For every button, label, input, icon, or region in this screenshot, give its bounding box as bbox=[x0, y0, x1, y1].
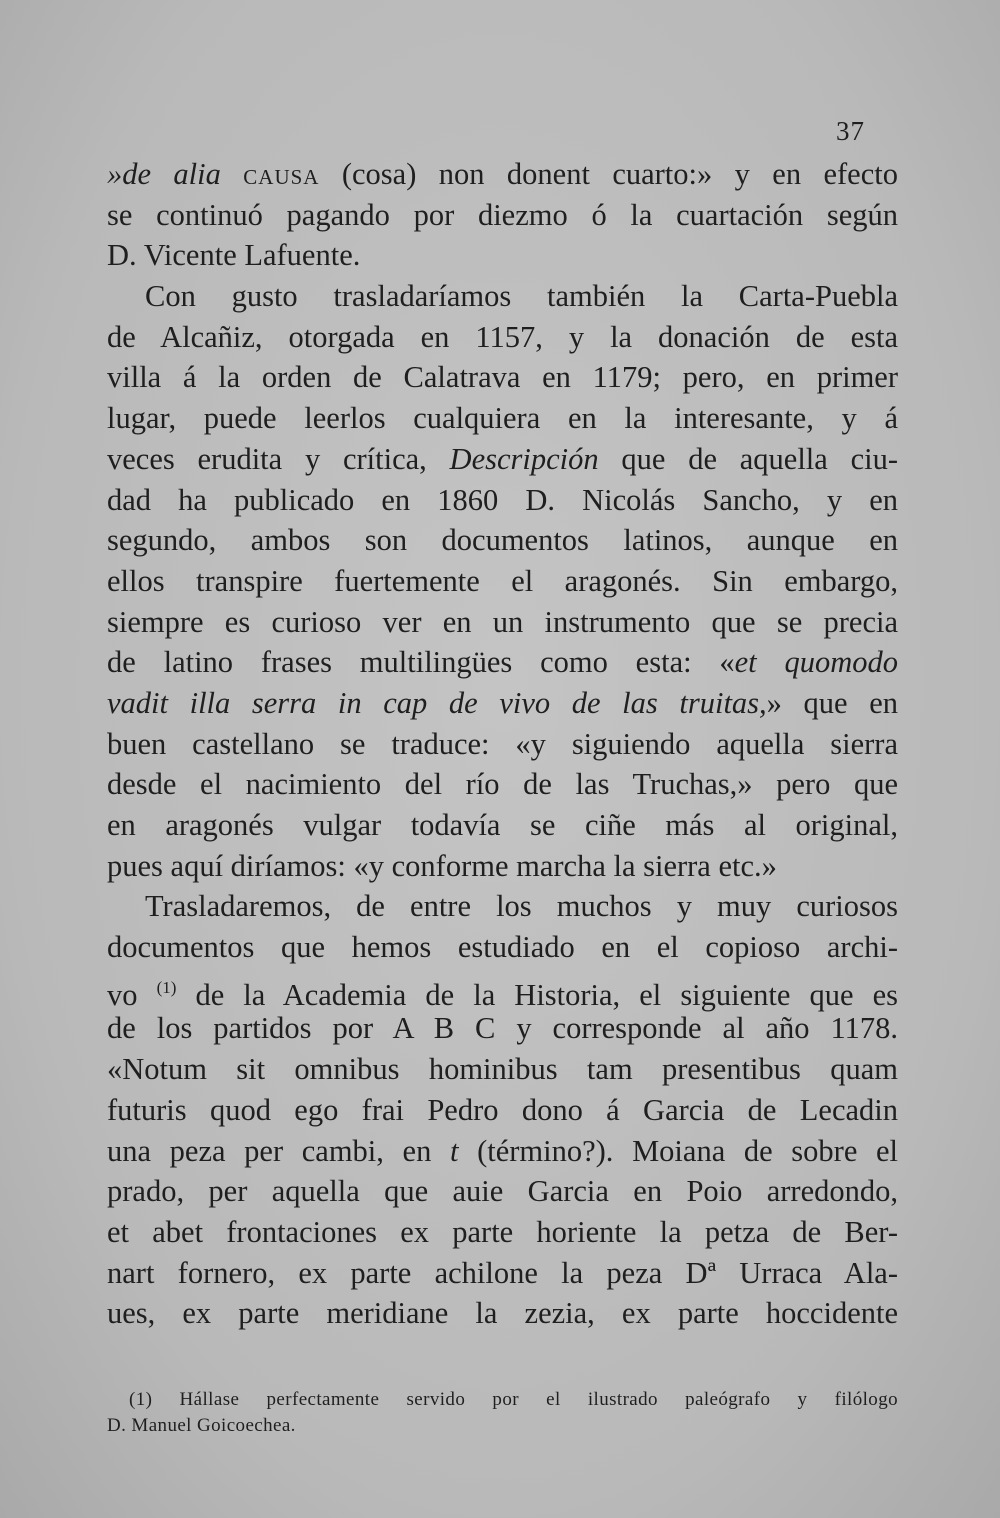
text-line bbox=[107, 1293, 898, 1334]
italic-text: vadit illa serra in cap de vivo de las truitas, bbox=[107, 685, 767, 720]
text-span: » que en bbox=[766, 685, 898, 720]
text-span: (cosa) non donent cuarto:» y en efecto bbox=[319, 157, 898, 191]
text-line bbox=[107, 1049, 898, 1090]
text-line bbox=[107, 317, 898, 358]
text-line bbox=[107, 154, 898, 195]
text-line bbox=[107, 1131, 898, 1172]
text-line bbox=[107, 480, 898, 521]
text-line bbox=[107, 642, 898, 683]
text-span: buen castellano se traduce: «y siguiendo aquella sierra bbox=[107, 726, 898, 761]
text-line bbox=[107, 235, 898, 276]
text-span: se continuó pagando por diezmo ó la cuartación según bbox=[107, 197, 898, 232]
text-span: Con gusto trasladaríamos también la Carta-Puebla bbox=[145, 279, 898, 314]
text-span: ellos transpire fuertemente el aragonés. Sin embargo, bbox=[107, 563, 898, 598]
text-line bbox=[107, 846, 898, 887]
text-span: en aragonés vulgar todavía se ciñe más al original, bbox=[107, 808, 898, 842]
text-line bbox=[107, 276, 898, 317]
footnote-line: D. Manuel Goicoechea. bbox=[107, 1415, 296, 1436]
small-caps-text: causa bbox=[243, 157, 320, 191]
text-span: futuris quod ego frai Pedro dono á Garcia de Lecadin bbox=[107, 1092, 898, 1127]
text-span: vo bbox=[107, 977, 157, 1012]
text-span: de Alcañiz, otorgada en 1157, y la donación de esta bbox=[107, 319, 898, 354]
text-span: Trasladaremos, de entre los muchos y muy curiosos bbox=[145, 889, 898, 924]
text-line bbox=[107, 357, 898, 398]
text-span: «Notum sit omnibus hominibus tam presentibus quam bbox=[107, 1052, 898, 1087]
text-line bbox=[107, 724, 898, 765]
text-span: de latino frases multilingües como esta: « bbox=[107, 645, 735, 680]
italic-text: t bbox=[449, 1133, 459, 1168]
text-span: de los partidos por A B C y corresponde al año 1178. bbox=[107, 1011, 898, 1046]
text-line bbox=[107, 520, 898, 561]
text-line bbox=[107, 805, 898, 846]
text-span: veces erudita y crítica, bbox=[107, 441, 450, 476]
text-span: prado, per aquella que auie Garcia en Poio arredondo, bbox=[107, 1174, 898, 1209]
text-line bbox=[107, 764, 898, 805]
text-span: villa á la orden de Calatrava en 1179; pero, en primer bbox=[107, 360, 898, 395]
text-line bbox=[107, 195, 898, 236]
italic-text: Descripción bbox=[449, 441, 599, 476]
text-span: nart fornero, ex parte achilone la peza Dª Urraca Ala- bbox=[107, 1255, 898, 1290]
footnote-line: (1) Hállase perfectamente servido por el ilustrado paleógrafo y filólogo bbox=[129, 1389, 898, 1410]
footnote-reference: (1) bbox=[156, 977, 177, 997]
text-span: que de aquella ciu- bbox=[598, 441, 898, 476]
text-span: de la Academia de la Historia, el siguiente que es bbox=[176, 977, 898, 1012]
text-span: lugar, puede leerlos cualquiera en la interesante, y á bbox=[107, 401, 898, 436]
text-span: pues aquí diríamos: «y conforme marcha la sierra etc.» bbox=[107, 848, 777, 883]
page-number: 37 bbox=[836, 116, 865, 146]
text-line bbox=[107, 1253, 898, 1294]
text-span: documentos que hemos estudiado en el copioso archi- bbox=[107, 930, 898, 965]
text-span: ues, ex parte meridiane la zezia, ex parte hoccidente bbox=[107, 1296, 898, 1331]
text-span: siempre es curioso ver en un instrumento que se precia bbox=[107, 604, 898, 639]
footnotes bbox=[107, 1387, 898, 1439]
text-line bbox=[107, 683, 898, 724]
text-line bbox=[107, 602, 898, 643]
text-line bbox=[107, 927, 898, 968]
text-line bbox=[107, 1212, 898, 1253]
italic-text: et quomodo bbox=[734, 645, 898, 680]
body-text bbox=[107, 154, 898, 1334]
text-line bbox=[107, 398, 898, 439]
text-span: D. Vicente Lafuente. bbox=[107, 238, 361, 273]
text-span: et abet frontaciones ex parte horiente la petza de Ber- bbox=[107, 1214, 898, 1249]
text-span: una peza per cambi, en bbox=[107, 1133, 450, 1168]
text-line bbox=[107, 561, 898, 602]
text-line bbox=[107, 886, 898, 927]
text-span: (término?). Moiana de sobre el bbox=[458, 1133, 899, 1168]
text-span: dad ha publicado en 1860 D. Nicolás Sancho, y en bbox=[107, 482, 898, 517]
text-line bbox=[107, 1090, 898, 1131]
text-line bbox=[107, 1008, 898, 1049]
text-line bbox=[107, 439, 898, 480]
text-line bbox=[107, 968, 898, 1012]
text-span: segundo, ambos son documentos latinos, aunque en bbox=[107, 523, 898, 558]
text-line bbox=[107, 1171, 898, 1212]
text-span: desde el nacimiento del río de las Truchas,» pero que bbox=[107, 767, 898, 802]
italic-text: »de alia bbox=[107, 157, 244, 191]
